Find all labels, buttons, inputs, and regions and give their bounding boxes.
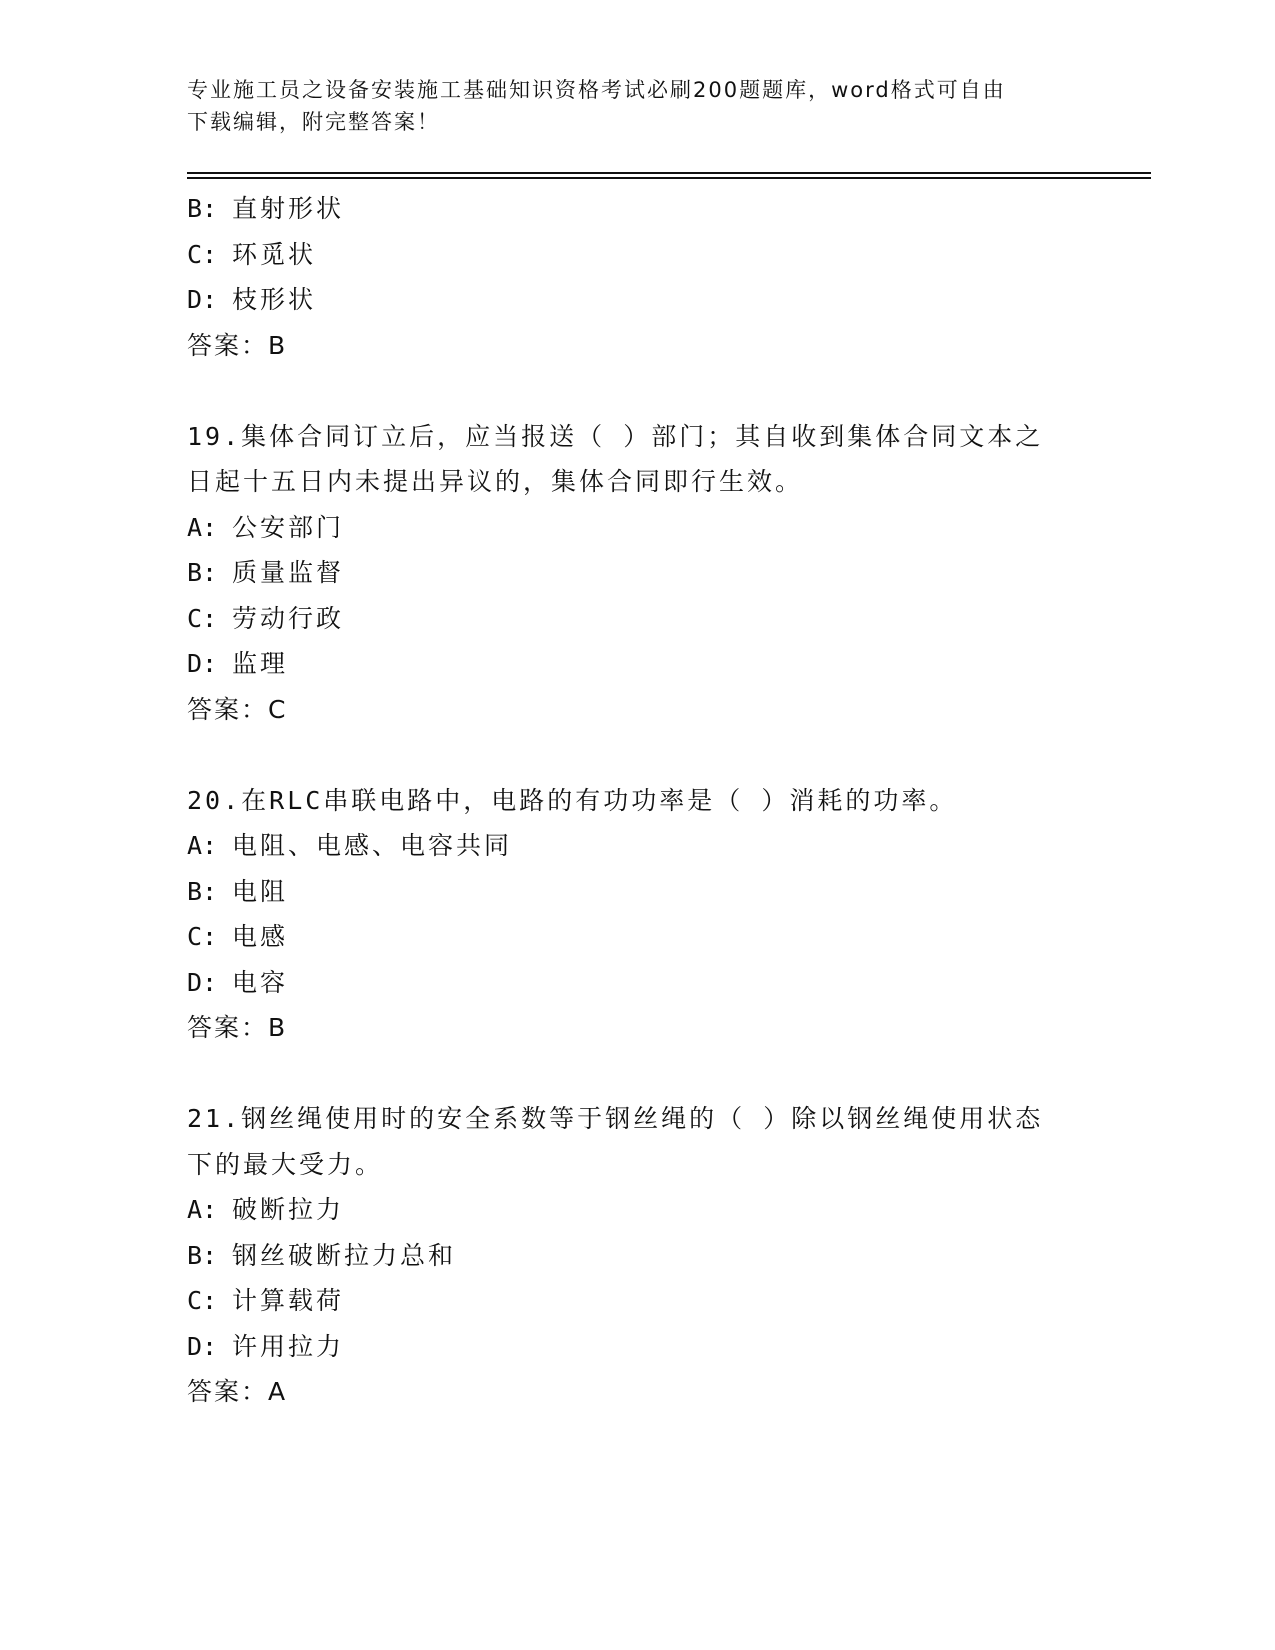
option-text: 质量监督 [232, 558, 345, 587]
option-text: 枝形状 [232, 285, 317, 314]
question-text-line: 21.钢丝绳使用时的安全系数等于钢丝绳的（ ）除以钢丝绳使用状态 [187, 1104, 1044, 1133]
option-text: 破断拉力 [232, 1195, 345, 1224]
option-text: 计算载荷 [232, 1286, 345, 1315]
header-rule-bottom [187, 177, 1151, 179]
option-text: 环觅状 [232, 239, 317, 269]
option-key: B: [187, 194, 218, 223]
spacer [187, 732, 1087, 778]
option-text: 电阻 [232, 876, 289, 906]
question-text-line: 日起十五日内未提出异议的，集体合同即行生效。 [187, 467, 804, 496]
answer: 答案：B [187, 330, 288, 360]
spacer [187, 368, 1087, 414]
option-key: A: [187, 512, 218, 542]
answer: 答案：C [187, 694, 288, 724]
option-d [187, 641, 1087, 687]
option-key: D: [187, 967, 218, 997]
option-c [187, 596, 1087, 642]
header-title-line-1: 专业施工员之设备安装施工基础知识资格考试必刷200题题库，word格式可自由 [187, 78, 1006, 102]
option-key: D: [187, 285, 218, 314]
option-key: D: [187, 649, 218, 678]
question-list [187, 186, 1087, 1415]
option-a [187, 505, 1087, 551]
option-key: D: [187, 1331, 218, 1361]
question-18-continued [187, 186, 1087, 368]
page-header [187, 74, 1087, 138]
option-text: 劳动行政 [232, 603, 345, 633]
question-text-line: 19.集体合同订立后，应当报送（ ）部门；其自收到集体合同文本之 [187, 421, 1044, 451]
spacer [187, 1051, 1087, 1097]
option-key: B: [187, 1240, 218, 1270]
option-b [187, 186, 1087, 232]
answer: 答案：B [187, 1013, 288, 1042]
option-key: B: [187, 558, 218, 587]
option-d [187, 277, 1087, 323]
question-19 [187, 414, 1087, 733]
option-text: 钢丝破断拉力总和 [232, 1240, 457, 1270]
option-a [187, 823, 1087, 869]
option-c [187, 914, 1087, 960]
option-key: C: [187, 239, 218, 269]
option-key: C: [187, 1286, 218, 1315]
option-text: 电感 [232, 922, 289, 951]
question-text-line: 20.在RLC串联电路中，电路的有功功率是（ ）消耗的功率。 [187, 785, 958, 815]
option-b [187, 869, 1087, 915]
option-c [187, 1278, 1087, 1324]
option-key: A: [187, 831, 218, 860]
option-text: 许用拉力 [232, 1331, 345, 1361]
question-20 [187, 778, 1087, 1051]
option-key: B: [187, 876, 218, 906]
option-key: A: [187, 1195, 218, 1224]
header-rule-top [187, 172, 1151, 174]
option-key: C: [187, 922, 218, 951]
option-text: 电容 [232, 967, 289, 997]
option-c [187, 232, 1087, 278]
option-a [187, 1187, 1087, 1233]
question-text-line: 下的最大受力。 [187, 1149, 384, 1179]
option-key: C: [187, 603, 218, 633]
question-21 [187, 1096, 1087, 1415]
option-d [187, 1324, 1087, 1370]
option-text: 电阻、电感、电容共同 [232, 831, 513, 860]
option-text: 公安部门 [232, 512, 345, 542]
option-text: 监理 [232, 649, 289, 678]
answer: 答案：A [187, 1377, 288, 1406]
option-b [187, 550, 1087, 596]
option-text: 直射形状 [232, 194, 345, 223]
option-b [187, 1233, 1087, 1279]
header-title-line-2: 下载编辑，附完整答案！ [187, 110, 440, 134]
option-d [187, 960, 1087, 1006]
